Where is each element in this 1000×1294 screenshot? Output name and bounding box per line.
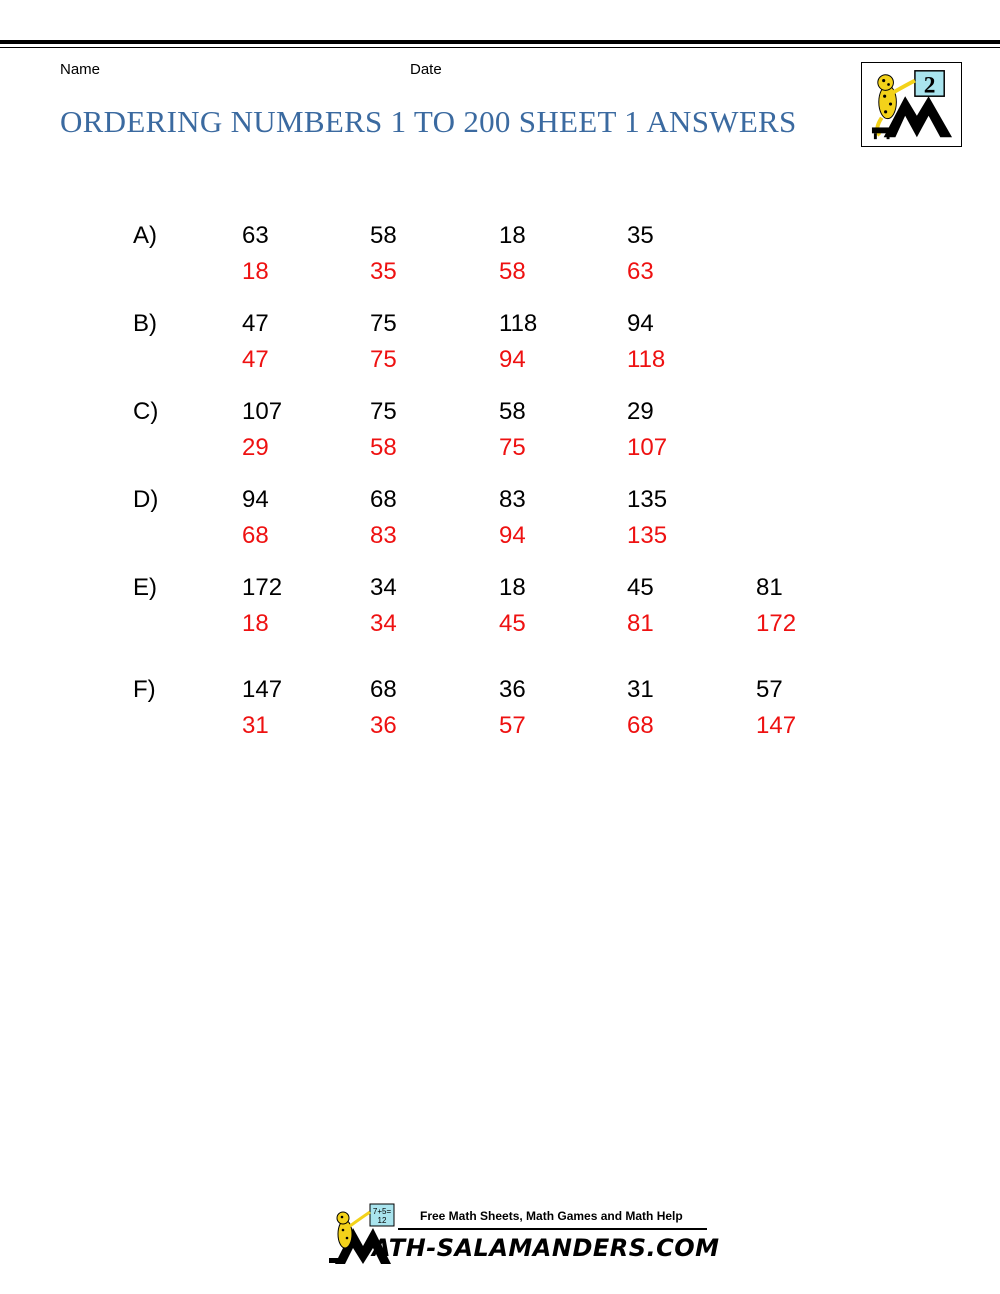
given-number: 94 (242, 486, 269, 513)
given-number: 81 (756, 574, 783, 601)
page-title: ORDERING NUMBERS 1 TO 200 SHEET 1 ANSWERS (60, 104, 797, 139)
answer-number: 34 (370, 610, 397, 637)
question-label: D) (133, 486, 159, 513)
answer-number: 31 (242, 712, 269, 739)
given-number: 34 (370, 574, 397, 601)
answer-number: 81 (627, 610, 654, 637)
answer-number: 135 (627, 522, 668, 549)
answer-number: 68 (242, 522, 269, 549)
given-number: 31 (627, 676, 654, 703)
answer-number: 47 (242, 346, 269, 373)
date-label: Date (410, 61, 442, 78)
logo-digit: 2 (923, 72, 936, 99)
given-number: 18 (499, 222, 526, 249)
given-number: 107 (242, 398, 283, 425)
answer-number: 58 (499, 258, 526, 285)
given-number: 75 (370, 310, 397, 337)
given-number: 68 (370, 676, 397, 703)
answer-number: 57 (499, 712, 526, 739)
footer-rule (398, 1228, 707, 1230)
given-number: 172 (242, 574, 283, 601)
answer-number: 172 (756, 610, 797, 637)
given-number: 118 (499, 310, 538, 337)
answer-number: 147 (756, 712, 797, 739)
question-label: E) (133, 574, 157, 601)
footer-site-name: ATH-SALAMANDERS.COM (372, 1234, 720, 1262)
given-number: 58 (499, 398, 526, 425)
answer-number: 63 (627, 258, 654, 285)
answer-number: 45 (499, 610, 526, 637)
given-number: 58 (370, 222, 397, 249)
answer-number: 94 (499, 346, 526, 373)
answer-number: 36 (370, 712, 397, 739)
answer-number: 118 (627, 346, 666, 373)
answer-number: 18 (242, 610, 269, 637)
given-number: 57 (756, 676, 783, 703)
given-number: 68 (370, 486, 397, 513)
question-label: C) (133, 398, 159, 425)
answer-number: 58 (370, 434, 397, 461)
answer-number: 29 (242, 434, 269, 461)
footer-tagline: Free Math Sheets, Math Games and Math Help (420, 1209, 683, 1223)
answer-number: 68 (627, 712, 654, 739)
given-number: 75 (370, 398, 397, 425)
given-number: 36 (499, 676, 526, 703)
given-number: 83 (499, 486, 526, 513)
answer-number: 107 (627, 434, 668, 461)
given-number: 29 (627, 398, 654, 425)
given-number: 45 (627, 574, 654, 601)
answer-number: 83 (370, 522, 397, 549)
answer-number: 75 (499, 434, 526, 461)
given-number: 47 (242, 310, 269, 337)
given-number: 135 (627, 486, 668, 513)
given-number: 18 (499, 574, 526, 601)
given-number: 94 (627, 310, 654, 337)
footer-logo-sum-top: 7+5= (372, 1207, 392, 1216)
given-number: 35 (627, 222, 654, 249)
question-label: B) (133, 310, 157, 337)
name-label: Name (60, 61, 101, 78)
given-number: 147 (242, 676, 283, 703)
answer-number: 75 (370, 346, 397, 373)
given-number: 63 (242, 222, 269, 249)
footer-logo-sum-bottom: 12 (377, 1216, 387, 1225)
question-label: F) (133, 676, 156, 703)
answer-number: 94 (499, 522, 526, 549)
answer-number: 18 (242, 258, 269, 285)
question-label: A) (133, 222, 157, 249)
answer-number: 35 (370, 258, 397, 285)
